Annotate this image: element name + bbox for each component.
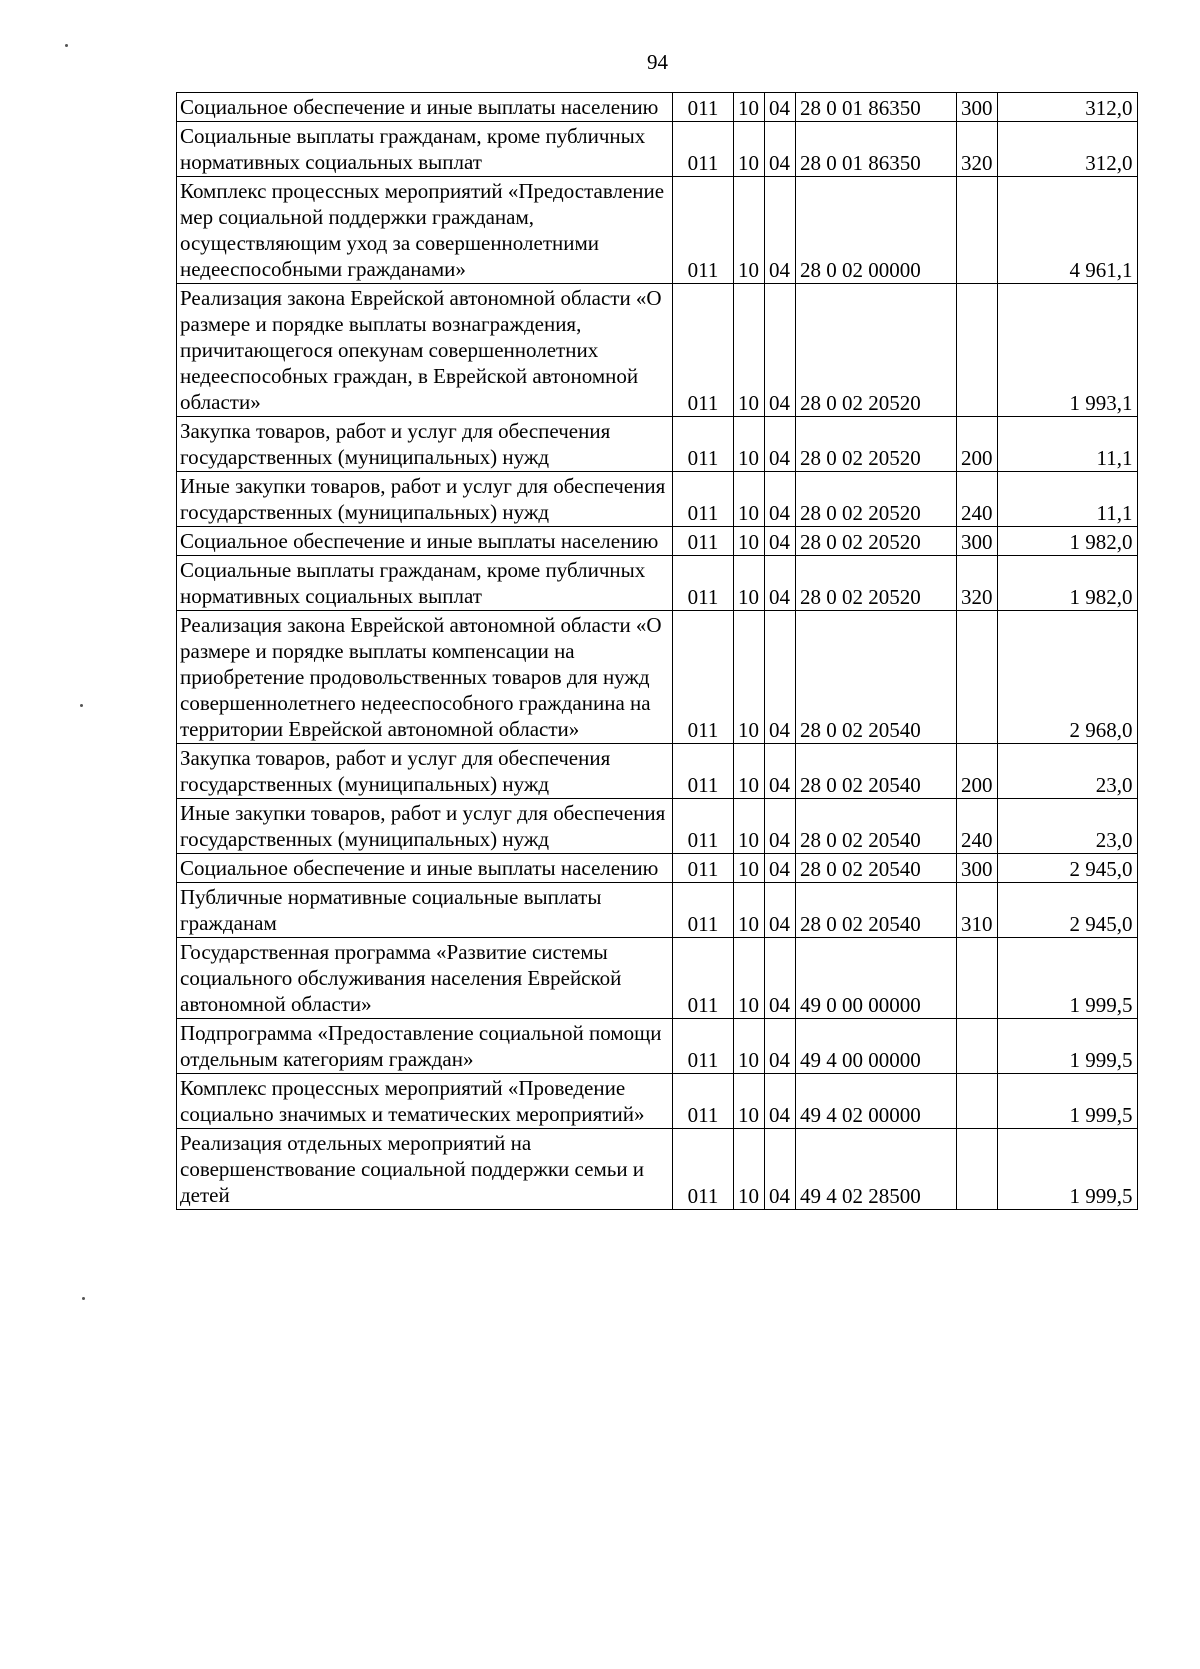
expense-type-code: 300 <box>957 93 998 122</box>
item-name: Реализация закона Еврейской автономной области «О размере и порядке выплаты компенсации на приобретение продовольственных товаров для нужд совершеннолетнего недееспособного гражданина на территории Еврейской автономной области» <box>177 611 673 744</box>
item-name: Социальные выплаты гражданам, кроме публичных нормативных социальных выплат <box>177 556 673 611</box>
subsection-code: 04 <box>765 284 796 417</box>
department-code: 011 <box>673 472 734 527</box>
subsection-code: 04 <box>765 1074 796 1129</box>
item-name: Социальные выплаты гражданам, кроме публичных нормативных социальных выплат <box>177 122 673 177</box>
target-article-code: 28 0 01 86350 <box>796 93 957 122</box>
target-article-code: 49 4 02 00000 <box>796 1074 957 1129</box>
section-code: 10 <box>734 1129 765 1210</box>
table-row <box>177 611 1138 744</box>
department-code: 011 <box>673 284 734 417</box>
item-name: Закупка товаров, работ и услуг для обеспечения государственных (муниципальных) нужд <box>177 417 673 472</box>
section-code: 10 <box>734 611 765 744</box>
department-code: 011 <box>673 556 734 611</box>
item-name: Иные закупки товаров, работ и услуг для обеспечения государственных (муниципальных) нужд <box>177 799 673 854</box>
table-row <box>177 1129 1138 1210</box>
section-code: 10 <box>734 177 765 284</box>
section-code: 10 <box>734 883 765 938</box>
department-code: 011 <box>673 1074 734 1129</box>
subsection-code: 04 <box>765 417 796 472</box>
amount: 1 999,5 <box>997 1019 1137 1074</box>
department-code: 011 <box>673 1019 734 1074</box>
department-code: 011 <box>673 93 734 122</box>
table-row <box>177 1074 1138 1129</box>
table-row <box>177 122 1138 177</box>
table-row <box>177 883 1138 938</box>
amount: 2 945,0 <box>997 854 1137 883</box>
amount: 4 961,1 <box>997 177 1137 284</box>
item-name: Социальное обеспечение и иные выплаты населению <box>177 527 673 556</box>
item-name: Реализация отдельных мероприятий на совершенствование социальной поддержки семьи и детей <box>177 1129 673 1210</box>
amount: 1 999,5 <box>997 1129 1137 1210</box>
amount: 1 999,5 <box>997 1074 1137 1129</box>
target-article-code: 28 0 02 20520 <box>796 472 957 527</box>
department-code: 011 <box>673 883 734 938</box>
target-article-code: 28 0 02 20540 <box>796 854 957 883</box>
table-row <box>177 93 1138 122</box>
target-article-code: 28 0 02 20540 <box>796 611 957 744</box>
subsection-code: 04 <box>765 744 796 799</box>
target-article-code: 49 4 00 00000 <box>796 1019 957 1074</box>
section-code: 10 <box>734 527 765 556</box>
department-code: 011 <box>673 417 734 472</box>
section-code: 10 <box>734 417 765 472</box>
section-code: 10 <box>734 122 765 177</box>
target-article-code: 28 0 02 20540 <box>796 744 957 799</box>
table-body <box>177 93 1138 1210</box>
amount: 11,1 <box>997 417 1137 472</box>
expense-type-code <box>957 1074 998 1129</box>
item-name: Закупка товаров, работ и услуг для обеспечения государственных (муниципальных) нужд <box>177 744 673 799</box>
department-code: 011 <box>673 1129 734 1210</box>
subsection-code: 04 <box>765 611 796 744</box>
target-article-code: 28 0 02 00000 <box>796 177 957 284</box>
section-code: 10 <box>734 472 765 527</box>
subsection-code: 04 <box>765 527 796 556</box>
department-code: 011 <box>673 938 734 1019</box>
department-code: 011 <box>673 177 734 284</box>
expense-type-code <box>957 177 998 284</box>
item-name: Государственная программа «Развитие системы социального обслуживания населения Еврейской автономной области» <box>177 938 673 1019</box>
budget-table <box>176 92 1138 1210</box>
subsection-code: 04 <box>765 1019 796 1074</box>
department-code: 011 <box>673 799 734 854</box>
expense-type-code: 320 <box>957 122 998 177</box>
section-code: 10 <box>734 799 765 854</box>
table-row <box>177 1019 1138 1074</box>
amount: 23,0 <box>997 744 1137 799</box>
table-row <box>177 177 1138 284</box>
subsection-code: 04 <box>765 177 796 284</box>
item-name: Реализация закона Еврейской автономной области «О размере и порядке выплаты вознаграждения, причитающегося опекунам совершеннолетних недееспособных граждан, в Еврейской автономной области» <box>177 284 673 417</box>
table-row <box>177 472 1138 527</box>
table-row <box>177 799 1138 854</box>
table-row <box>177 854 1138 883</box>
target-article-code: 28 0 02 20540 <box>796 799 957 854</box>
item-name: Комплекс процессных мероприятий «Проведение социально значимых и тематических мероприятий» <box>177 1074 673 1129</box>
scan-speck <box>82 1297 85 1300</box>
expense-type-code <box>957 284 998 417</box>
amount: 2 945,0 <box>997 883 1137 938</box>
table-row <box>177 527 1138 556</box>
target-article-code: 28 0 02 20520 <box>796 556 957 611</box>
item-name: Иные закупки товаров, работ и услуг для обеспечения государственных (муниципальных) нужд <box>177 472 673 527</box>
amount: 1 999,5 <box>997 938 1137 1019</box>
scan-speck <box>65 44 68 47</box>
expense-type-code <box>957 1129 998 1210</box>
expense-type-code <box>957 1019 998 1074</box>
table-row <box>177 284 1138 417</box>
scan-speck <box>80 704 83 707</box>
expense-type-code: 310 <box>957 883 998 938</box>
target-article-code: 49 0 00 00000 <box>796 938 957 1019</box>
amount: 11,1 <box>997 472 1137 527</box>
section-code: 10 <box>734 938 765 1019</box>
table-row <box>177 556 1138 611</box>
section-code: 10 <box>734 284 765 417</box>
expense-type-code <box>957 938 998 1019</box>
item-name: Социальное обеспечение и иные выплаты населению <box>177 93 673 122</box>
amount: 2 968,0 <box>997 611 1137 744</box>
page-number: 94 <box>647 50 668 74</box>
expense-type-code: 300 <box>957 527 998 556</box>
amount: 312,0 <box>997 93 1137 122</box>
amount: 312,0 <box>997 122 1137 177</box>
subsection-code: 04 <box>765 1129 796 1210</box>
target-article-code: 28 0 01 86350 <box>796 122 957 177</box>
subsection-code: 04 <box>765 122 796 177</box>
department-code: 011 <box>673 744 734 799</box>
section-code: 10 <box>734 93 765 122</box>
department-code: 011 <box>673 854 734 883</box>
target-article-code: 49 4 02 28500 <box>796 1129 957 1210</box>
amount: 1 982,0 <box>997 527 1137 556</box>
target-article-code: 28 0 02 20540 <box>796 883 957 938</box>
target-article-code: 28 0 02 20520 <box>796 284 957 417</box>
section-code: 10 <box>734 556 765 611</box>
section-code: 10 <box>734 1019 765 1074</box>
amount: 1 982,0 <box>997 556 1137 611</box>
item-name: Публичные нормативные социальные выплаты гражданам <box>177 883 673 938</box>
expense-type-code: 320 <box>957 556 998 611</box>
subsection-code: 04 <box>765 556 796 611</box>
subsection-code: 04 <box>765 854 796 883</box>
expense-type-code: 240 <box>957 472 998 527</box>
expense-type-code: 200 <box>957 417 998 472</box>
table-row <box>177 417 1138 472</box>
item-name: Подпрограмма «Предоставление социальной помощи отдельным категориям граждан» <box>177 1019 673 1074</box>
subsection-code: 04 <box>765 472 796 527</box>
table-row <box>177 744 1138 799</box>
subsection-code: 04 <box>765 93 796 122</box>
department-code: 011 <box>673 611 734 744</box>
expense-type-code <box>957 611 998 744</box>
expense-type-code: 240 <box>957 799 998 854</box>
expense-type-code: 200 <box>957 744 998 799</box>
item-name: Комплекс процессных мероприятий «Предоставление мер социальной поддержки гражданам, осуществляющим уход за совершеннолетними недееспособными гражданами» <box>177 177 673 284</box>
section-code: 10 <box>734 744 765 799</box>
item-name: Социальное обеспечение и иные выплаты населению <box>177 854 673 883</box>
department-code: 011 <box>673 527 734 556</box>
amount: 23,0 <box>997 799 1137 854</box>
table-row <box>177 938 1138 1019</box>
department-code: 011 <box>673 122 734 177</box>
subsection-code: 04 <box>765 883 796 938</box>
target-article-code: 28 0 02 20520 <box>796 527 957 556</box>
target-article-code: 28 0 02 20520 <box>796 417 957 472</box>
subsection-code: 04 <box>765 799 796 854</box>
section-code: 10 <box>734 1074 765 1129</box>
amount: 1 993,1 <box>997 284 1137 417</box>
section-code: 10 <box>734 854 765 883</box>
subsection-code: 04 <box>765 938 796 1019</box>
expense-type-code: 300 <box>957 854 998 883</box>
